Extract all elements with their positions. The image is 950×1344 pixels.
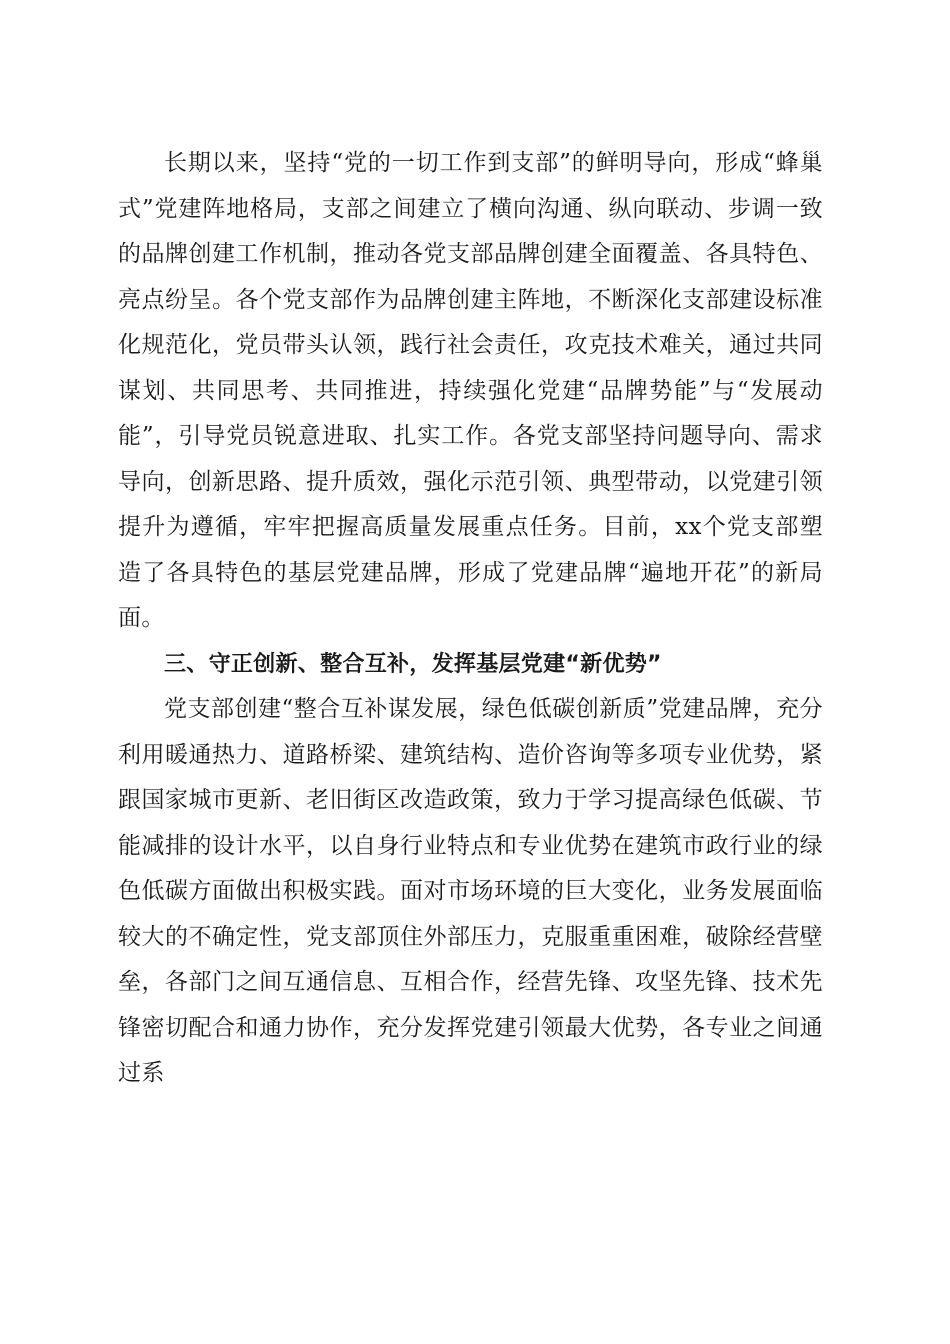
body-paragraph-2: 党支部创建“整合互补谋发展，绿色低碳创新质”党建品牌，充分利用暖通热力、道路桥梁、建筑结构、造价咨询等多项专业优势，紧跟国家城市更新、老旧街区改造政策，致力于学习提高绿色低碳、节能减排的设计水平，以自身行业特点和专业优势在建筑市政行业的绿色低碳方面做出积极实践。面对市场环境的巨大变化，业务发展面临较大的不确定性，党支部顶住外部压力，克服重重困难，破除经营壁垒，各部门之间互通信息、互相合作，经营先锋、攻坚先锋、技术先锋密切配合和通力协作，充分发挥党建引领最大优势，各专业之间通过系 [118, 696, 823, 1086]
body-paragraph-1: 长期以来，坚持“党的一切工作到支部”的鲜明导向，形成“蜂巢式”党建阵地格局，支部之间建立了横向沟通、纵向联动、步调一致的品牌创建工作机制，推动各党支部品牌创建全面覆盖、各具特色、亮点纷呈。各个党支部作为品牌创建主阵地，不断深化支部建设标准化规范化，党员带头认领，践行社会责任，攻克技术难关，通过共同谋划、共同思考、共同推进，持续强化党建“品牌势能”与“发展动能”，引导党员锐意进取、扎实工作。各党支部坚持问题导向、需求导向，创新思路、提升质效，强化示范引领、典型带动，以党建引领提升为遵循，牢牢把握高质量发展重点任务。目前，xx个党支部塑造了各具特色的基层党建品牌，形成了党建品牌“遍地开花”的新局面。 [118, 150, 823, 631]
section-heading: 三、守正创新、整合互补，发挥基层党建“新优势” [164, 651, 662, 677]
document-body [118, 141, 823, 1097]
